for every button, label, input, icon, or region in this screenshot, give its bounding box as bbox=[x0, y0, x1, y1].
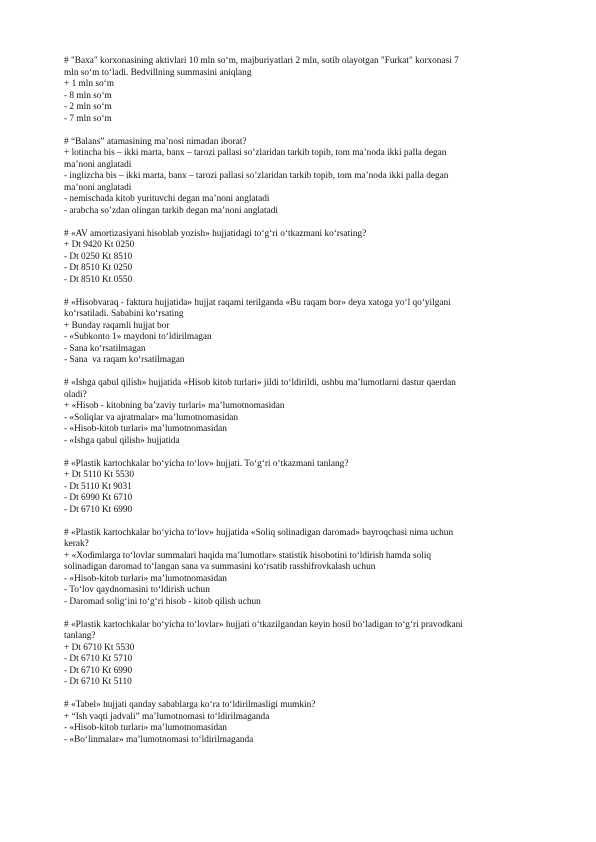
answer-option: - «Hisob-kitob turlari» ma’lumotnomasidan bbox=[64, 573, 227, 584]
answer-option: - «Ishga qabul qilish» hujjatida bbox=[64, 435, 180, 446]
answer-option: - To‘lov qaydnomasini to‘ldirish uchun bbox=[64, 585, 210, 595]
answer-option: - Dt 6710 Kt 5710 bbox=[64, 654, 133, 664]
question-text: # «Tabel» hujjati qanday sabablarga ko‘ra to‘ldirilmasligi mumkin? bbox=[64, 700, 316, 710]
answer-option: + «Hisob - kitobning ba’zaviy turlari» ma’lumotnomasidan bbox=[64, 401, 285, 411]
answer-option: + Dt 5110 Kt 5530 bbox=[64, 470, 134, 480]
question-text: ko‘rsatiladi. Sababini ko‘rsating bbox=[64, 309, 184, 319]
answer-option: - Dt 8510 Kt 0250 bbox=[64, 263, 133, 273]
answer-option: - «Soliqlar va ajratmalar» ma’lumotnomasidan bbox=[64, 412, 239, 423]
document-page bbox=[64, 56, 536, 758]
answer-option: - nemischada kitob yurituvchi degan ma’noni anglatadi bbox=[64, 194, 270, 204]
question-text: tanlang? bbox=[64, 631, 96, 641]
answer-option: - Sana ko‘rsatilmagan bbox=[64, 343, 146, 354]
question-text: oladi? bbox=[64, 389, 87, 400]
answer-option: + Dt 9420 Kt 0250 bbox=[64, 240, 135, 250]
answer-option: - Dt 6710 Kt 6990 bbox=[64, 504, 133, 515]
answer-option: - Dt 6710 Kt 6990 bbox=[64, 665, 133, 676]
answer-option: solinadigan daromad to‘langan sana va summasini ko‘rsatib rasshifrovkalash uchun bbox=[64, 562, 376, 572]
question-block bbox=[64, 700, 536, 746]
answer-option: ma’noni anglatadi bbox=[64, 182, 132, 193]
question-text: # "Baxa" korxonasining aktivlari 10 mln so‘m, majburiyatlari 2 mln, sotib olayotgan "Furkat" korxonasi 7 bbox=[64, 56, 459, 66]
answer-option: + “Ish vaqti jadvali” ma’lumotnomasi to‘ldirilmaganda bbox=[64, 711, 270, 722]
answer-option: - «Hisob-kitob turlari» ma’lumotnomasidan bbox=[64, 424, 227, 434]
question-text: kerak? bbox=[64, 539, 89, 549]
question-block bbox=[64, 56, 536, 125]
answer-option: - «Hisob-kitob turlari» ma’lumotnomasidan bbox=[64, 723, 227, 733]
answer-option: - Dt 0250 Kt 8510 bbox=[64, 251, 133, 262]
answer-option: - Dt 6990 Kt 6710 bbox=[64, 493, 133, 503]
answer-option: - «Subkonto 1» maydoni to‘ldirilmagan bbox=[64, 332, 212, 342]
answer-option: + Bunday raqamli hujjat bor bbox=[64, 320, 170, 331]
question-text: # «Ishga qabul qilish» hujjatida «Hisob kitob turlari» jildi to‘ldirildi, ushbu ma’lumotlarni dastur qaerdan bbox=[64, 378, 456, 388]
answer-option: + «Xodimlarga to‘lovlar summalari haqida ma’lumotlar» statistik hisobotini to‘ldirish hamda soliq bbox=[64, 550, 432, 561]
question-text: # «Plastik kartochkalar bo‘yicha to‘lov» hujjatida «Soliq solinadigan daromad» bayroqchasi nima uchun bbox=[64, 527, 454, 538]
answer-option: - Daromad solig‘ini to‘g‘ri hisob - kitob qilish uchun bbox=[64, 596, 261, 607]
answer-option: + lotincha bis – ikki marta, banx – tarozi pallasi so’zlaridan tarkib topib, tom ma’noda ikki palla degan bbox=[64, 148, 447, 158]
answer-option: - 2 mln so‘m bbox=[64, 102, 112, 112]
answer-option: + Dt 6710 Kt 5530 bbox=[64, 642, 135, 653]
question-block bbox=[64, 137, 536, 218]
answer-option: - Dt 8510 Kt 0550 bbox=[64, 274, 133, 285]
answer-option: - inglizcha bis – ikki marta, banx – tarozi pallasi so’zlaridan tarkib topib, tom ma’noda ikki palla degan bbox=[64, 171, 449, 181]
question-text: mln so‘m to‘ladi. Bedvillning summasini aniqlang bbox=[64, 67, 252, 78]
answer-option: - Dt 6710 Kt 5110 bbox=[64, 677, 132, 687]
answer-option: + 1 mln so‘m bbox=[64, 79, 114, 89]
question-block bbox=[64, 528, 536, 609]
question-text: # «Plastik kartochkalar bo‘yicha to‘lov» hujjati. To‘g‘ri o‘tkazmani tanlang? bbox=[64, 458, 349, 469]
answer-option: - 7 mln so‘m bbox=[64, 113, 112, 124]
answer-option: - arabcha so’zdan olingan tarkib degan ma’noni anglatadi bbox=[64, 205, 279, 216]
question-block bbox=[64, 229, 536, 287]
question-block bbox=[64, 378, 536, 447]
question-text: # «Plastik kartochkalar bo‘yicha to‘lovlar» hujjati o‘tkazilgandan keyin hosil bo‘ladigan to‘g‘ri pravodkani bbox=[64, 619, 463, 630]
answer-option: - 8 mln so‘m bbox=[64, 90, 112, 101]
question-text: # «AV amortizasiyani hisoblab yozish» hujjatidagi to‘g‘ri o‘tkazmani ko‘rsating? bbox=[64, 228, 367, 239]
question-block bbox=[64, 620, 536, 689]
question-text: # «Hisobvaraq - faktura hujjatida» hujjat raqami terilganda «Bu raqam bor» deya xatoga yo‘l qo‘yilgani bbox=[64, 297, 451, 308]
answer-option: - Dt 5110 Kt 9031 bbox=[64, 481, 132, 492]
answer-option: - Sana va raqam ko‘rsatilmagan bbox=[64, 355, 185, 365]
answer-option: ma’noni anglatadi bbox=[64, 159, 132, 170]
question-text: # “Balans” atamasining ma’nosi nimadan iborat? bbox=[64, 136, 247, 147]
question-block bbox=[64, 298, 536, 367]
answer-option: - «Bo‘linmalar» ma’lumotnomasi to‘ldirilmaganda bbox=[64, 734, 254, 745]
question-block bbox=[64, 459, 536, 517]
